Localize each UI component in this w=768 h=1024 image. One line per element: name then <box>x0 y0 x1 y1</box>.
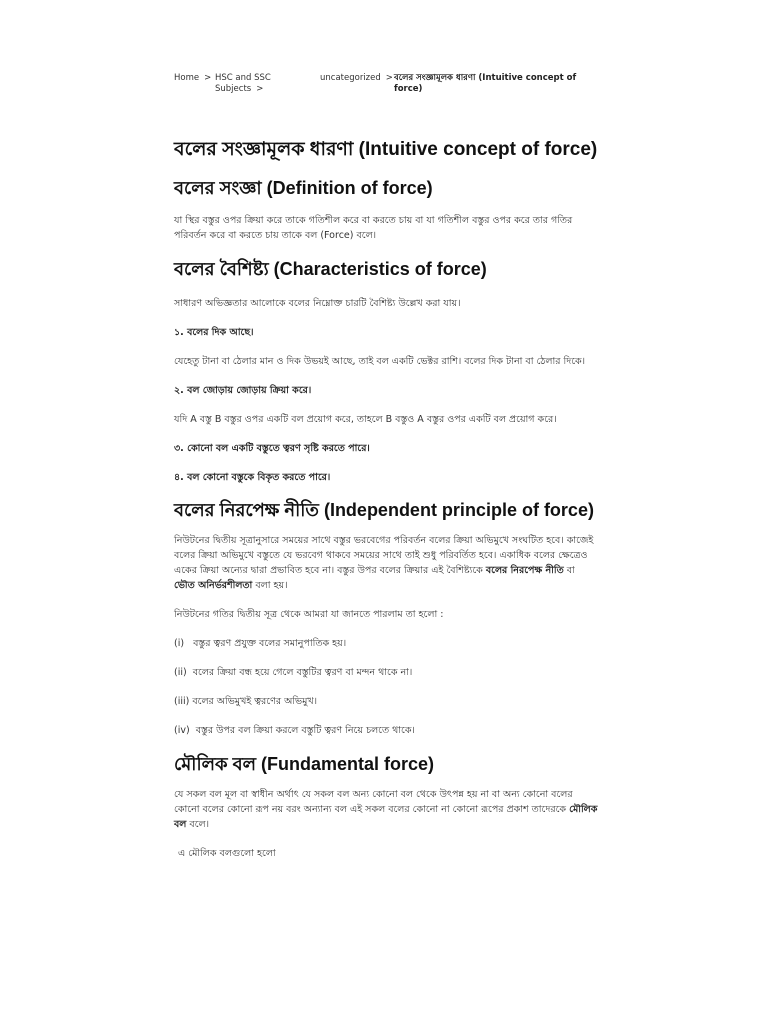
second-law-intro: নিউটনের গতির দ্বিতীয় সূত্র থেকে আমরা যা জানতে পারলাম তা হলো : <box>174 609 444 620</box>
breadcrumb-home <box>174 73 216 84</box>
article-content <box>174 138 598 861</box>
breadcrumb-subjects-link[interactable]: HSC and SSC Subjects <box>215 73 271 94</box>
characteristic-2-title: ২. বল জোড়ায় জোড়ায় ক্রিয়া করে। <box>174 385 312 396</box>
characteristic-1-title: ১. বলের দিক আছে। <box>174 327 254 338</box>
second-law-point-3: (iii) বলের অভিমুখই ত্বরণের অভিমুখ। <box>174 696 318 707</box>
definition-text: যা স্থির বস্তুর ওপর ক্রিয়া করে তাকে গতিশীল করে বা করতে চায় বা যা গতিশীল বস্তুর ওপর করে তার গতির পরিবর্তন করে বা করতে চায় তাকে বল (Force) বলে। <box>174 215 573 241</box>
characteristic-4-title: ৪. বল কোনো বস্তুকে বিকৃত করতে পারে। <box>174 472 331 483</box>
independent-principle-heading: বলের নিরপেক্ষ নীতি (Independent principle of force) <box>174 500 594 520</box>
independent-bold-1: বলের নিরপেক্ষ নীতি <box>485 565 564 576</box>
characteristics-intro: সাধারণ অভিজ্ঞতার আলোকে বলের নিম্নোক্ত চারটি বৈশিষ্ট্য উল্লেখ করা যায়। <box>174 298 461 309</box>
fundamental-force-text <box>174 787 598 832</box>
second-law-point-4: (iv) বস্তুর উপর বল ক্রিয়া করলে বস্তুটি ত্বরণ নিয়ে চলতে থাকে। <box>174 725 415 736</box>
page-title: বলের সংজ্ঞামূলক ধারণা (Intuitive concept of force) <box>174 139 598 160</box>
definition-heading: বলের সংজ্ঞা (Definition of force) <box>174 178 433 198</box>
breadcrumb-home-link[interactable]: Home <box>174 73 200 83</box>
independent-principle-text <box>174 533 598 593</box>
second-law-point-1: (i) বস্তুর ত্বরণ প্রযুক্ত বলের সমানুপাতিক হয়। <box>174 638 347 649</box>
fundamental-force-heading: মৌলিক বল (Fundamental force) <box>174 754 435 774</box>
characteristics-heading: বলের বৈশিষ্ট্য (Characteristics of force) <box>174 259 487 279</box>
breadcrumb-uncategorized-link[interactable]: uncategorized <box>320 73 381 83</box>
independent-text-part1: নিউটনের দ্বিতীয় সূত্রানুসারে সময়ের সাথে বস্তুর ভরবেগের পরিবর্তন বলের ক্রিয়া অভিমুখে সংঘটিত হবে। কাজেই বলের ক্রিয়া অভিমুখে বস্তুতে যে ভরবেগ থাকবে সময়ের সাথে তাই শুধু পরিবর্তিত হবে। একাধিক বলের ক্ষেত্রেও একের ক্রিয়া অন্যের দ্বারা প্রভাবিত হবে না। বস্তুর উপর বলের ক্রিয়ার এই বৈশিষ্ট্যকে <box>174 535 594 576</box>
independent-bold-2: ভৌত অনির্ভরশীলতা <box>174 580 253 591</box>
independent-text-part2: বলা হয়। <box>255 580 288 591</box>
characteristic-2-text: যদি A বস্তু B বস্তুর ওপর একটি বল প্রয়োগ করে, তাহলে B বস্তুও A বস্তুর ওপর একটি বল প্রয়োগ করে। <box>174 414 557 425</box>
breadcrumb-separator: > <box>256 84 264 94</box>
fundamental-list-intro: এ মৌলিক বলগুলো হলো <box>178 848 276 859</box>
independent-connector: বা <box>566 565 575 576</box>
breadcrumb-subjects <box>215 73 315 95</box>
breadcrumb-separator: > <box>204 73 212 83</box>
breadcrumb-uncategorized <box>320 73 398 84</box>
characteristic-3-title: ৩. কোনো বল একটি বস্তুতে ত্বরণ সৃষ্টি করতে পারে। <box>174 443 370 454</box>
characteristic-1-text: যেহেতু টানা বা ঠেলার মান ও দিক উভয়ই আছে, তাই বল একটি ভেক্টর রাশি। বলের দিক টানা বা ঠেলার দিকে। <box>174 356 586 367</box>
breadcrumb-current: বলের সংজ্ঞামূলক ধারণা (Intuitive concept of force) <box>394 73 577 94</box>
fundamental-text-part1: যে সকল বল মূল বা স্বাধীন অর্থাৎ যে সকল বল অন্য কোনো বল থেকে উৎপন্ন হয় না বা অন্য কোনো বলের কোনো বলের কোনো রূপ নয় বরং অন্যান্য বল এই সকল বলের কোনো না কোনো রূপের প্রকাশ তাদেরকে <box>174 789 573 815</box>
breadcrumb-separator: > <box>385 73 393 83</box>
fundamental-text-part2: বলে। <box>189 819 209 830</box>
fundamental-bold: মৌলিক বল <box>174 804 598 830</box>
second-law-point-2: (ii) বলের ক্রিয়া বন্ধ হয়ে গেলে বস্তুটির ত্বরণ বা মন্দন থাকে না। <box>174 667 413 678</box>
